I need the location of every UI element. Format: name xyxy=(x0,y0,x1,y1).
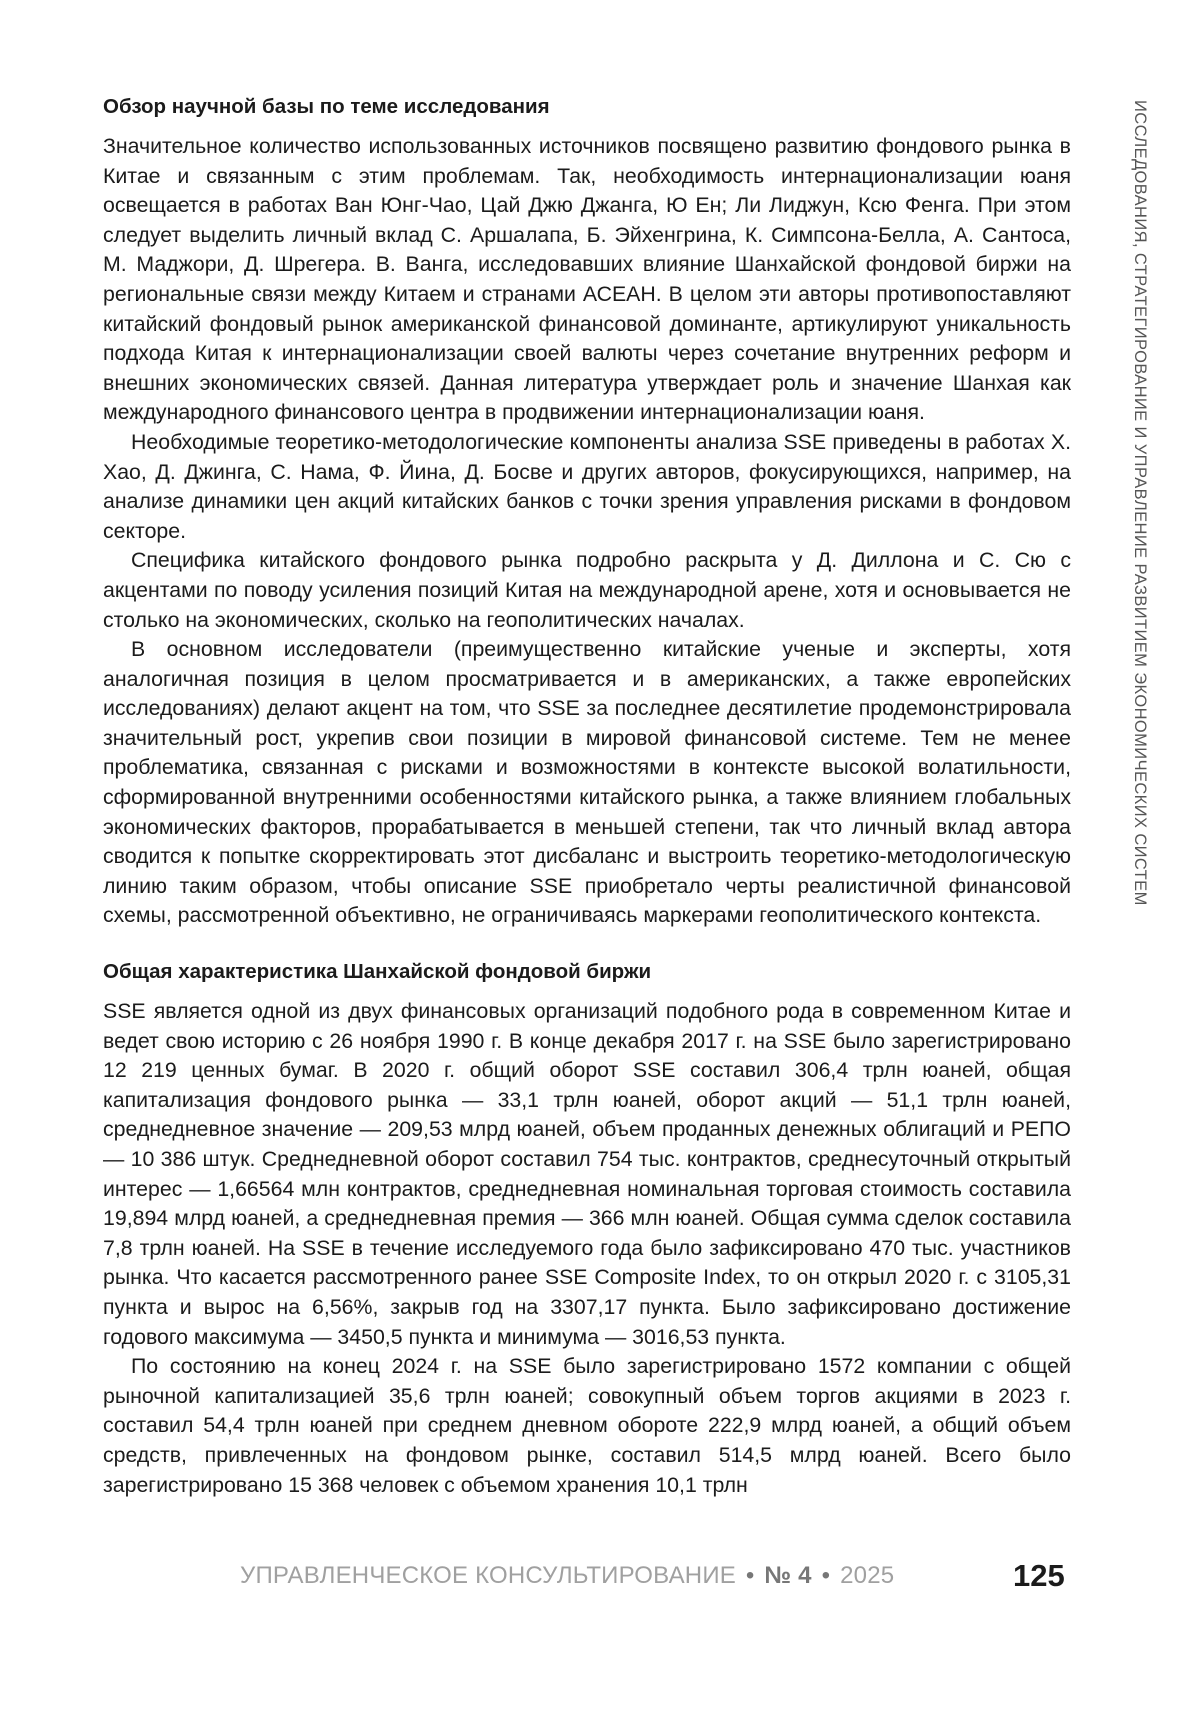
running-section-title: ИССЛЕДОВАНИЯ, СТРАТЕГИРОВАНИЕ И УПРАВЛЕНИЕ РАЗВИТИЕМ ЭКОНОМИЧЕСКИХ СИСТЕМ xyxy=(1119,100,1149,1120)
article-body xyxy=(103,92,1071,1500)
section-sse-overview xyxy=(103,957,1071,1500)
publication-year: 2025 xyxy=(840,1562,894,1589)
section-literature-review xyxy=(103,92,1071,931)
section-heading: Общая характеристика Шанхайской фондовой биржи xyxy=(103,957,1071,987)
paragraph: SSE является одной из двух финансовых организаций подобного рода в современном Китае и ведет свою историю с 26 ноября 1990 г. В конце декабря 2017 г. на SSE было зарегистрировано 12 219 ценных бумаг. В 2020 г. общий оборот SSE составил 306,4 трлн юаней, общая капитализация фондового рынка — 33,1 трлн юаней, оборот акций — 51,1 трлн юаней, среднедневное значение — 209,53 млрд юаней, объем проданных денежных облигаций и РЕПО — 10 386 штук. Среднедневной оборот составил 754 тыс. контрактов, среднесуточный открытый интерес — 1,66564 млн контрактов, среднедневная номинальная торговая стоимость составила 19,894 млрд юаней, а среднедневная премия — 366 млн юаней. Общая сумма сделок составила 7,8 трлн юаней. На SSE в течение исследуемого года было зафиксировано 470 тыс. участников рынка. Что касается рассмотренного ранее SSE Composite Index, то он открыл 2020 г. с 3105,31 пункта и вырос на 6,56%, закрыв год на 3307,17 пункта. Было зафиксировано достижение годового максимума — 3450,5 пункта и минимума — 3016,53 пункта. xyxy=(103,997,1071,1352)
journal-title: УПРАВЛЕНЧЕСКОЕ КОНСУЛЬТИРОВАНИЕ xyxy=(240,1562,736,1589)
section-heading: Обзор научной базы по теме исследования xyxy=(103,92,1071,122)
paragraph: В основном исследователи (преимущественно китайские ученые и эксперты, хотя аналогичная позиция в целом просматривается и в американских, а также европейских исследованиях) делают акцент на том, что SSE за последнее десятилетие продемонстрировала значительный рост, укрепив свои позиции в мировой финансовой системе. Тем не менее проблематика, связанная с рисками и возможностями в контексте высокой волатильности, сформированной внутренними особенностями китайского рынка, а также влиянием глобальных экономических факторов, прорабатывается в меньшей степени, так что личный вклад автора сводится к попытке скорректировать этот дисбаланс и выстроить теоретико-методологическую линию таким образом, чтобы описание SSE приобретало черты реалистичной финансовой схемы, рассмотренной объективно, не ограничиваясь маркерами геополитического контекста. xyxy=(103,635,1071,931)
issue-number: № 4 xyxy=(764,1562,811,1589)
page-footer xyxy=(0,1558,1200,1598)
separator-dot: • xyxy=(819,1562,834,1589)
paragraph: Значительное количество использованных источников посвящено развитию фондово­го рынка в Китае и связанным с этим проблемам. Так, необходимость интернационализации юаня освещается в работах Ван Юнг-Чао, Цай Джю Джанга, Ю Ен; Ли Лиджун, Ксю Фенга. При этом следует выделить личный вклад С. Аршалапа, Б. Эйхенгрина, К. Симпсона-Белла, А. Сантоса, М. Маджори, Д. Шрегера. В. Ванга, исследовавших влияние Шанхайской фондовой биржи на региональные связи между Китаем и странами АСЕАН. В целом эти авторы противопоставляют китайский фондовый рынок американской финансовой доминанте, артикулируют уникальность подхода Китая к интернационализации своей валюты через сочетание внутренних реформ и внешних экономических связей. Данная литература утверждает роль и значение Шанхая как международного финансового центра в продвижении интернационализации юаня. xyxy=(103,132,1071,428)
separator-dot: • xyxy=(743,1562,758,1589)
journal-info xyxy=(240,1562,894,1590)
paragraph: По состоянию на конец 2024 г. на SSE было зарегистрировано 1572 компании с общей рыночной капитализацией 35,6 трлн юаней; совокупный объем торгов акциями в 2023 г. составил 54,4 трлн юаней при среднем дневном обороте 222,9 млрд юаней, а общий объем средств, привлеченных на фондовом рынке, составил 514,5 млрд юаней. Всего было зарегистрировано 15 368 человек с объемом хранения 10,1 трлн xyxy=(103,1352,1071,1500)
paragraph: Специфика китайского фондового рынка подробно раскрыта у Д. Диллона и С. Сю с акцентами по поводу усиления позиций Китая на международной арене, хотя и основывается не столько на экономических, сколько на геополитических началах. xyxy=(103,546,1071,635)
page-number: 125 xyxy=(1013,1558,1065,1594)
paragraph: Необходимые теоретико-методологические компоненты анализа SSE приведены в работах Х. Хао, Д. Джинга, С. Нама, Ф. Йина, Д. Босве и других авторов, фокусирующихся, например, на анализе динамики цен акций китайских банков с точки зрения управления рисками в фондовом секторе. xyxy=(103,428,1071,546)
